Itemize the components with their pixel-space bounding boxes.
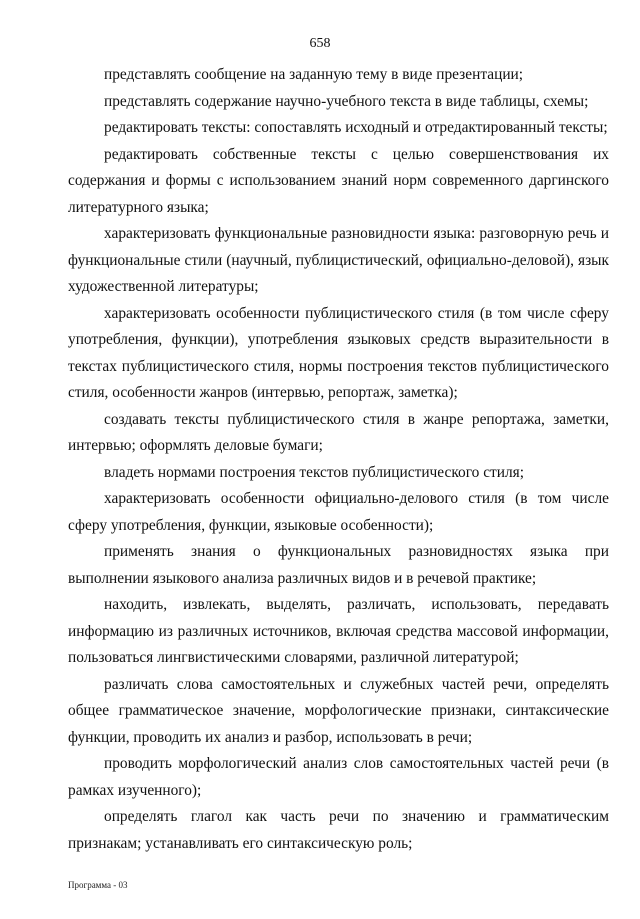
document-body — [68, 62, 609, 857]
paragraph: характеризовать особенности публицистического стиля (в том числе сферу употребления, функции), употребления языковых средств выразительности в текстах публицистического стиля, нормы построения текстов публицистического стиля, особенности жанров (интервью, репортаж, заметка); — [68, 304, 609, 401]
paragraph: определять глагол как часть речи по значению и грамматическим признакам; устанавливать его синтаксическую роль; — [68, 808, 609, 852]
paragraph: создавать тексты публицистического стиля в жанре репортажа, заметки, интервью; оформлять деловые бумаги; — [68, 410, 609, 454]
paragraph: характеризовать функциональные разновидности языка: разговорную речь и функциональные стили (научный, публицистический, официально-деловой), язык художественной литературы; — [68, 225, 609, 295]
page-footer: Программа - 03 — [68, 880, 128, 890]
paragraph: применять знания о функциональных разновидностях языка при выполнении языкового анализа различных видов и в речевой практике; — [68, 543, 609, 587]
page-number: 658 — [309, 36, 331, 51]
paragraph: характеризовать особенности официально-делового стиля (в том числе сферу употребления, функции, языковые особенности); — [68, 490, 609, 534]
paragraph: различать слова самостоятельных и служебных частей речи, определять общее грамматическое значение, морфологические признаки, синтаксические функции, проводить их анализ и разбор, использовать в речи; — [68, 675, 609, 746]
paragraph: редактировать тексты: сопоставлять исходный и отредактированный тексты; — [104, 119, 608, 136]
paragraph: владеть нормами построения текстов публицистического стиля; — [104, 463, 525, 481]
paragraph: находить, извлекать, выделять, различать, использовать, передавать информацию из различных источников, включая средства массовой информации, пользоваться лингвистическими словарями, различной литературой; — [68, 596, 609, 666]
paragraph: представлять сообщение на заданную тему в виде презентации; — [104, 66, 524, 83]
paragraph: представлять содержание научно-учебного текста в виде таблицы, схемы; — [104, 92, 589, 110]
paragraph: редактировать собственные тексты с целью совершенствования их содержания и формы с использованием знаний норм современного даргинского литературного языка; — [68, 145, 609, 216]
paragraph: проводить морфологический анализ слов самостоятельных частей речи (в рамках изученного); — [68, 755, 609, 799]
